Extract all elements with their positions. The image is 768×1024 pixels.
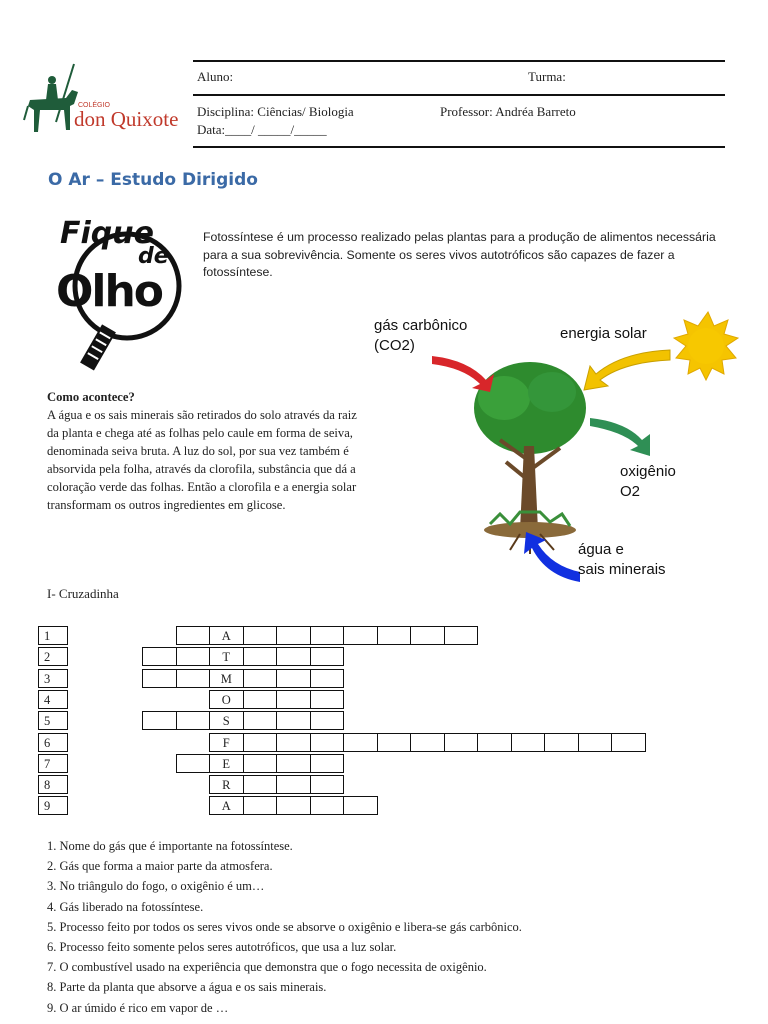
crossword-answer-cell[interactable] [276,711,311,730]
crossword-answer-cell[interactable] [410,733,445,752]
crossword-answer-cell[interactable] [511,733,546,752]
crossword-row-number: 1 [38,626,68,645]
crossword-answer-cell[interactable] [243,754,278,773]
crossword-answer-cell[interactable] [243,690,278,709]
crossword-answer-cell[interactable] [243,626,278,645]
crossword-answer-cell[interactable] [276,796,311,815]
crossword-answer-cell[interactable] [276,733,311,752]
crossword-row-number: 3 [38,669,68,688]
tree-icon [474,362,586,554]
clue-item: 5. Processo feito por todos os seres vivos onde se absorve o oxigênio e libera-se gás carbônico. [47,919,522,934]
clue-item: 1. Nome do gás que é importante na fotossíntese. [47,839,293,853]
clue-item: 6. Processo feito somente pelos seres autotróficos, que usa a luz solar. [47,940,397,955]
crossword-key-letter: A [209,626,244,645]
oxygen-label-1: oxigênio [620,463,676,480]
crossword-key-letter: R [209,775,244,794]
crossword-answer-cell[interactable] [410,626,445,645]
page-title: O Ar – Estudo Dirigido [48,170,258,190]
crossword-answer-cell[interactable] [310,754,345,773]
clue-item: 3. No triângulo do fogo, o oxigênio é um… [47,879,265,894]
logo-name: don Quixote [74,107,179,131]
crossword-answer-cell[interactable] [343,733,378,752]
crossword-answer-cell[interactable] [243,775,278,794]
crossword-key-letter: F [209,733,244,752]
crossword-row-number: 5 [38,711,68,730]
intro-paragraph: Fotossíntese é um processo realizado pelas plantas para a produção de alimentos necessária para a sua sobrevivência. Somente os seres vivos autotróficos são capazes de fazer a fotossíntese. [203,230,716,279]
crossword-answer-cell[interactable] [310,711,345,730]
clue-item: 8. Parte da planta que absorve a água e os sais minerais. [47,980,327,995]
crossword-answer-cell[interactable] [142,647,177,666]
crossword-row-number: 4 [38,690,68,709]
how-body: A água e os sais minerais são retirados do solo através da raiz da planta e chega até as folhas pelo caule em forma de seiva, denominada seiva bruta. A luz do sol, por sua vez também é absorvida pela folha, através da clorofila, substância que dá a coloração verde das folhas. Então a clorofila e a energia solar transformam os outros ingredientes em glicose. [47,408,357,512]
photosynthesis-diagram [370,300,742,592]
crossword-answer-cell[interactable] [444,626,479,645]
crossword-answer-cell[interactable] [276,690,311,709]
crossword-row-number: 7 [38,754,68,773]
crossword-answer-cell[interactable] [310,796,345,815]
crossword-row-number: 6 [38,733,68,752]
water-label-1: água e [578,541,624,558]
clue-item: 4. Gás liberado na fotossíntese. [47,899,204,914]
crossword-answer-cell[interactable] [310,647,345,666]
crossword-answer-cell[interactable] [276,754,311,773]
crossword-answer-cell[interactable] [310,669,345,688]
badge-word-1: Fique [60,216,154,251]
header-top-rule [193,60,725,62]
crossword-answer-cell[interactable] [377,626,412,645]
how-it-happens [47,388,365,514]
co2-label-2: (CO2) [374,337,415,354]
crossword-row-number: 9 [38,796,68,815]
how-heading: Como acontece? [47,390,135,404]
badge-word-2: de [138,244,169,269]
discipline-label: Disciplina: Ciências/ Biologia [197,104,354,119]
crossword-answer-cell[interactable] [276,669,311,688]
crossword-answer-cell[interactable] [444,733,479,752]
oxygen-arrow [590,418,650,456]
crossword-key-letter: O [209,690,244,709]
sun-icon [674,312,738,380]
fique-de-olho-badge [52,214,197,374]
crossword-answer-cell[interactable] [176,626,211,645]
crossword-answer-cell[interactable] [343,796,378,815]
class-field-label: Turma: [528,69,566,84]
crossword-answer-cell[interactable] [544,733,579,752]
oxygen-label-2: O2 [620,483,641,500]
school-logo [22,60,194,145]
crossword-answer-cell[interactable] [243,669,278,688]
crossword-answer-cell[interactable] [477,733,512,752]
solar-arrow [584,350,670,390]
clue-item: 9. O ar úmido é rico em vapor de … [47,1000,229,1015]
crossword-answer-cell[interactable] [142,669,177,688]
crossword-answer-cell[interactable] [276,647,311,666]
clue-item: 7. O combustível usado na experiência que demonstra que o fogo necessita de oxigênio. [47,960,487,975]
crossword-key-letter: M [209,669,244,688]
crossword-answer-cell[interactable] [578,733,613,752]
crossword-row-number: 8 [38,775,68,794]
water-arrow [524,532,580,582]
crossword-answer-cell[interactable] [310,733,345,752]
crossword-key-letter: A [209,796,244,815]
clue-list [47,836,522,1018]
crossword-answer-cell[interactable] [243,647,278,666]
crossword-answer-cell[interactable] [176,647,211,666]
header-mid-rule [193,94,725,96]
crossword-answer-cell[interactable] [176,669,211,688]
crossword-answer-cell[interactable] [310,626,345,645]
student-field-label: Aluno: [197,69,234,84]
crossword-key-letter: T [209,647,244,666]
crossword-answer-cell[interactable] [310,775,345,794]
crossword-answer-cell[interactable] [176,711,211,730]
crossword-answer-cell[interactable] [176,754,211,773]
date-field: Data:____/ _____/_____ [197,122,327,137]
crossword-answer-cell[interactable] [377,733,412,752]
badge-word-3: Olho [56,266,163,317]
header-bottom-rule [193,146,725,148]
crossword-answer-cell[interactable] [142,711,177,730]
co2-label-1: gás carbônico [374,317,468,334]
crossword-answer-cell[interactable] [243,711,278,730]
crossword-answer-cell[interactable] [276,626,311,645]
crossword-answer-cell[interactable] [343,626,378,645]
crossword-answer-cell[interactable] [310,690,345,709]
solar-label: energia solar [560,325,647,342]
teacher-label: Professor: Andréa Barreto [440,104,576,119]
crossword-answer-cell[interactable] [276,775,311,794]
logo-small-text: COLÉGIO [78,102,110,109]
crossword-row-number: 2 [38,647,68,666]
water-label-2: sais minerais [578,561,666,578]
co2-arrow [432,356,494,392]
crossword-answer-cell[interactable] [243,796,278,815]
crossword-key-letter: E [209,754,244,773]
crossword-answer-cell[interactable] [611,733,646,752]
clue-item: 2. Gás que forma a maior parte da atmosfera. [47,859,273,874]
section-label: I- Cruzadinha [47,586,119,601]
crossword-answer-cell[interactable] [243,733,278,752]
crossword-key-letter: S [209,711,244,730]
